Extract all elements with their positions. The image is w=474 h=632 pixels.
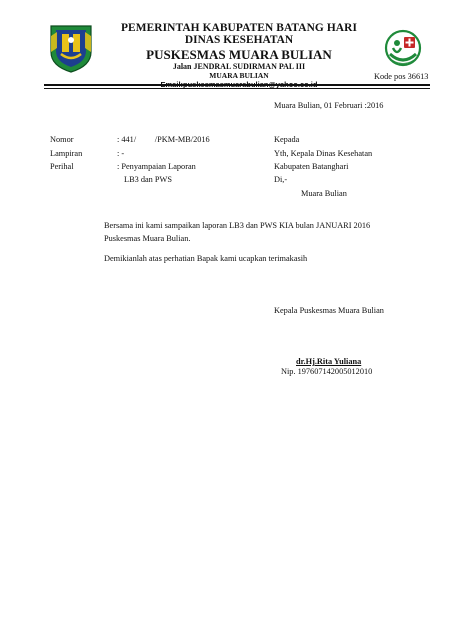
body-paragraph-1-line-2: Puskesmas Muara Bulian. [104, 234, 191, 243]
letterhead [110, 23, 368, 89]
signatory-name: dr.Hj.Rita Yuliana [296, 357, 362, 366]
body-paragraph-1-line-1: Bersama ini kami sampaikan laporan LB3 dan PWS KIA bulan JANUARI 2016 [104, 221, 371, 230]
body-paragraph-2: Demikianlah atas perhatian Bapak kami ucapkan terimakasih [104, 254, 308, 263]
recipient-greeting: Kepada [274, 135, 300, 144]
letterhead-divider-thick [44, 84, 430, 86]
bakti-husada-logo-icon [376, 26, 430, 70]
recipient-di: Di,- [274, 175, 288, 184]
body-paragraph-1 [104, 219, 426, 245]
letterhead-government: PEMERINTAH KABUPATEN BATANG HARI [121, 22, 357, 34]
lampiran-value: : - [117, 149, 125, 158]
nomor-label: Nomor [50, 135, 74, 144]
batang-hari-emblem-icon [47, 22, 95, 74]
place-date: Muara Bulian, 01 Februari :2016 [274, 101, 384, 110]
signatory-title: Kepala Puskesmas Muara Bulian [274, 306, 384, 315]
nomor-value: : 441/ /PKM-MB/2016 [117, 135, 210, 144]
signatory-nip: Nip. 197607142005012010 [281, 367, 373, 376]
perihal-value-continued: LB3 dan PWS [124, 175, 172, 184]
lampiran-label: Lampiran [50, 149, 83, 158]
letterhead-department: DINAS KESEHATAN [184, 34, 294, 47]
perihal-value: : Penyampaian Laporan [117, 162, 196, 171]
recipient-city: Muara Bulian [301, 189, 347, 198]
letterhead-address: Jalan JENDRAL SUDIRMAN PAL III [172, 61, 306, 71]
letterhead-city: MUARA BULIAN [209, 70, 269, 80]
recipient-title: Yth, Kepala Dinas Kesehatan [274, 149, 373, 158]
letterhead-divider-thin [44, 88, 430, 89]
letterhead-institution: PUSKESMAS MUARA BULIAN [146, 46, 332, 62]
recipient-region: Kabupaten Batanghari [274, 162, 349, 171]
postal-code: Kode pos 36613 [374, 72, 429, 81]
perihal-label: Perihal [50, 162, 74, 171]
